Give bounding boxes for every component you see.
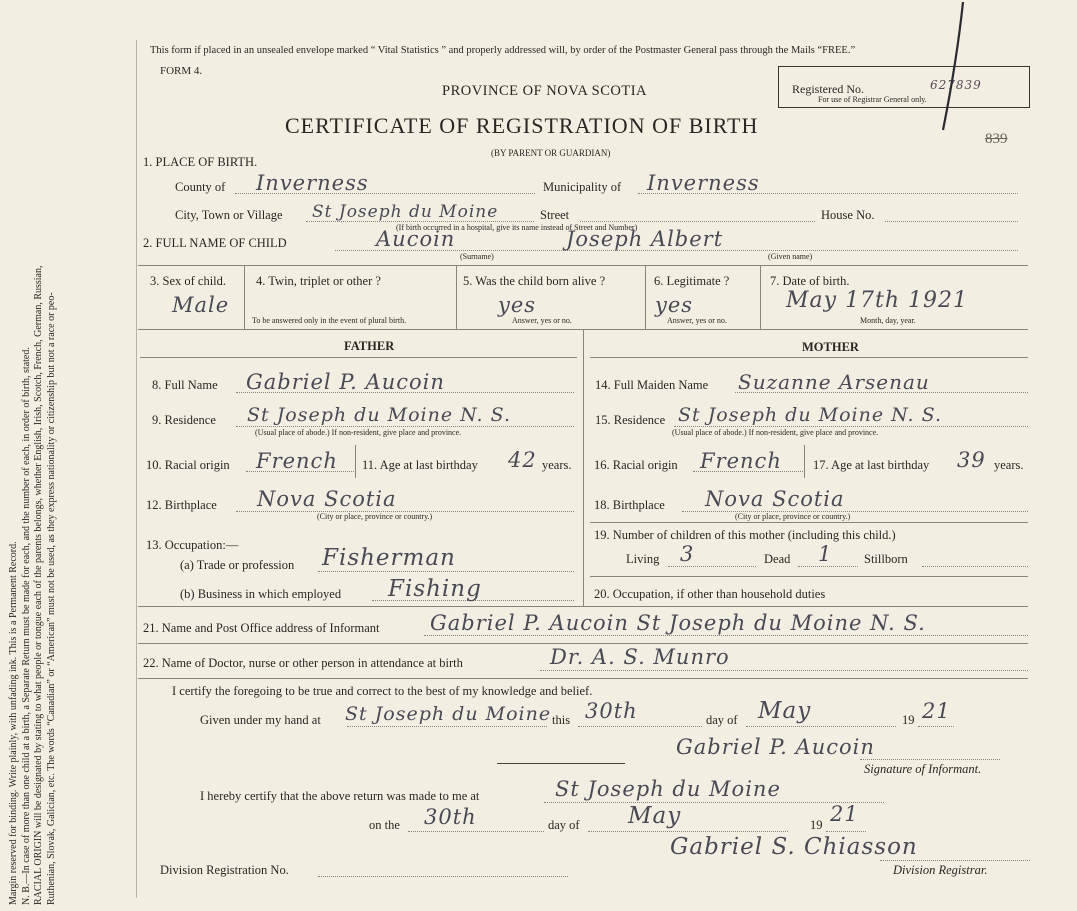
province-heading: PROVINCE OF NOVA SCOTIA (442, 83, 647, 99)
f8-label: 8. Full Name (152, 378, 218, 392)
margin-instructions (8, 35, 58, 905)
col-rule (244, 265, 245, 329)
registrar-signature: Gabriel S. Chiasson (670, 834, 918, 860)
col-rule (760, 265, 761, 329)
row-rule (590, 576, 1028, 577)
page-title: CERTIFICATE OF REGISTRATION OF BIRTH (285, 113, 759, 138)
given-year-line (918, 726, 954, 727)
father-abode-note: (Usual place of abode.) If non-resident, give place and province. (255, 428, 462, 437)
f18-label: 18. Birthplace (594, 498, 665, 512)
informant-signature-line (860, 759, 1000, 760)
business-value: Fishing (388, 576, 482, 602)
form-number: FORM 4. (160, 65, 203, 77)
registrar-signature-line (880, 860, 1030, 861)
f16-label: 16. Racial origin (594, 458, 678, 472)
city-value: St Joseph du Moine (312, 202, 499, 222)
given-month-value: May (758, 698, 812, 724)
given-year-value: 21 (922, 699, 951, 723)
f1-label: 1. PLACE OF BIRTH. (143, 155, 258, 169)
mother-city-note: (City or place, province or country.) (735, 512, 851, 521)
f17-label: 17. Age at last birthday (813, 458, 930, 472)
made-year-prefix: 19 (810, 818, 823, 832)
separator-rule (497, 763, 625, 764)
division-registration-line (318, 876, 568, 877)
doctor-value: Dr. A. S. Munro (550, 645, 730, 669)
f3-label: 3. Sex of child. (150, 274, 227, 288)
this-label: this (552, 713, 571, 727)
mother-residence-value: St Joseph du Moine N. S. (678, 404, 942, 426)
row-rule (138, 678, 1028, 679)
day-of-label: day of (706, 713, 738, 727)
living-value: 3 (680, 542, 695, 566)
trade-label: (a) Trade or profession (180, 558, 295, 572)
f12-label: 12. Birthplace (146, 498, 217, 512)
row-rule (590, 522, 1028, 523)
father-residence-line (236, 426, 574, 427)
father-years-label: years. (542, 458, 572, 472)
dead-line (798, 566, 858, 567)
made-year-value: 21 (830, 802, 859, 826)
surname-caption: (Surname) (460, 252, 494, 261)
legitimate-value: yes (655, 293, 694, 317)
street-label: Street (540, 208, 570, 222)
given-place-line (347, 726, 547, 727)
mother-birthplace-value: Nova Scotia (705, 487, 845, 511)
signature-informant-label: Signature of Informant. (864, 762, 982, 776)
business-label: (b) Business in which employed (180, 587, 342, 601)
made-month-value: May (628, 803, 682, 829)
row-rule (138, 643, 1028, 644)
county-label: County of (175, 180, 226, 194)
given-name-caption: (Given name) (768, 252, 813, 261)
trade-line (318, 571, 574, 572)
margin-line: N. B.—In case of more than one child at a birth, a Separate Return must be made for each, and the number of each, in order of birth, stated. (20, 347, 32, 905)
father-residence-value: St Joseph du Moine N. S. (247, 404, 511, 426)
col-rule (645, 265, 646, 329)
f5-note: Answer, yes or no. (512, 316, 572, 325)
given-month-line (746, 726, 896, 727)
col-rule (804, 445, 805, 478)
on-the-label: on the (369, 818, 400, 832)
f9-label: 9. Residence (152, 413, 216, 427)
mother-heading: MOTHER (802, 340, 859, 354)
f11-label: 11. Age at last birthday (362, 458, 478, 472)
living-label: Living (626, 552, 660, 566)
municipality-value: Inverness (647, 171, 760, 195)
page-subtitle: (BY PARENT OR GUARDIAN) (491, 148, 611, 158)
col-rule (355, 445, 356, 478)
father-birthplace-value: Nova Scotia (257, 487, 397, 511)
registered-number: 627839 (930, 78, 982, 92)
f5-label: 5. Was the child born alive ? (463, 274, 606, 288)
trade-value: Fisherman (322, 545, 456, 571)
row-rule (138, 265, 1028, 266)
margin-line: Margin reserved for binding. Write plainly, with unfading ink. This is a Permanent Record. (8, 541, 19, 905)
made-day-value: 30th (424, 805, 477, 829)
division-registration-label: Division Registration No. (160, 863, 289, 877)
made-month-line (588, 831, 788, 832)
given-name-value: Joseph Albert (566, 227, 724, 251)
f21-label: 21. Name and Post Office address of Informant (143, 621, 380, 635)
registered-label: Registered No. (792, 82, 864, 96)
doctor-line (540, 670, 1028, 671)
registrar-use-note: For use of Registrar General only. (818, 95, 927, 104)
given-day-value: 30th (585, 699, 638, 723)
stillborn-line (922, 566, 1028, 567)
year-prefix: 19 (902, 713, 915, 727)
f20-label: 20. Occupation, if other than household duties (594, 587, 826, 601)
given-day-line (578, 726, 702, 727)
f22-label: 22. Name of Doctor, nurse or other person in attendance at birth (143, 656, 463, 670)
date-of-birth-value: May 17th 1921 (786, 288, 969, 313)
made-year-line (826, 831, 866, 832)
mother-race-value: French (700, 449, 782, 473)
binding-margin-line (136, 40, 137, 898)
struck-number: 839 (985, 131, 1008, 147)
living-line (668, 566, 756, 567)
surname-value: Aucoin (376, 227, 456, 251)
father-name-value: Gabriel P. Aucoin (246, 370, 445, 394)
dead-value: 1 (818, 542, 833, 566)
born-alive-value: yes (498, 293, 537, 317)
made-day-of-label: day of (548, 818, 580, 832)
col-rule (456, 265, 457, 329)
father-race-value: French (256, 449, 338, 473)
row-rule (138, 606, 1028, 607)
given-place-value: St Joseph du Moine (345, 703, 552, 725)
made-place-value: St Joseph du Moine (555, 777, 781, 801)
hospital-note: (If birth occurred in a hospital, give its name instead of Street and Number) (396, 223, 638, 232)
certify-statement: I certify the foregoing to be true and correct to the best of my knowledge and belief. (172, 684, 593, 698)
mother-name-value: Suzanne Arsenau (738, 370, 930, 394)
made-day-line (408, 831, 544, 832)
f4-label: 4. Twin, triplet or other ? (256, 274, 381, 288)
parents-divider (583, 330, 584, 606)
father-age-value: 42 (508, 448, 537, 472)
stillborn-label: Stillborn (864, 552, 908, 566)
municipality-label: Municipality of (543, 180, 622, 194)
hereby-certify-label: I hereby certify that the above return was made to me at (200, 789, 480, 803)
mother-heading-rule (590, 357, 1028, 358)
mother-abode-note: (Usual place of abode.) If non-resident, give place and province. (672, 428, 879, 437)
informant-line (424, 635, 1028, 636)
mother-years-label: years. (994, 458, 1024, 472)
father-city-note: (City or place, province or country.) (317, 512, 433, 521)
city-label: City, Town or Village (175, 208, 283, 222)
street-line (580, 221, 815, 222)
margin-line: RACIAL ORIGIN will be designated by stating to what people or tongue each of the parents belongs, whether English, Irish, Scotch, French, German, Russian, (33, 265, 45, 905)
county-value: Inverness (256, 171, 369, 195)
f10-label: 10. Racial origin (146, 458, 230, 472)
father-heading: FATHER (344, 339, 395, 353)
f4-note: To be answered only in the event of plural birth. (252, 316, 407, 325)
father-heading-rule (140, 357, 577, 358)
dead-label: Dead (764, 552, 791, 566)
f7-label: 7. Date of birth. (770, 274, 850, 288)
pen-stroke-mark (915, 0, 975, 150)
f6-label: 6. Legitimate ? (654, 274, 730, 288)
f6-note: Answer, yes or no. (667, 316, 727, 325)
informant-value: Gabriel P. Aucoin St Joseph du Moine N. S. (430, 611, 926, 635)
f14-label: 14. Full Maiden Name (595, 378, 709, 392)
f19-label: 19. Number of children of this mother (including this child.) (594, 528, 896, 542)
mother-age-value: 39 (957, 448, 986, 472)
division-registrar-label: Division Registrar. (893, 863, 988, 877)
margin-line: Ruthenian, Slovak, Galician, etc. The words “Canadian” or “American” must not be used, as they express nationality or citizenship but not a race or peo- (45, 292, 57, 905)
mother-residence-line (674, 426, 1028, 427)
given-under-label: Given under my hand at (200, 713, 321, 727)
house-label: House No. (821, 208, 875, 222)
f2-label: 2. FULL NAME OF CHILD (143, 236, 287, 250)
informant-signature: Gabriel P. Aucoin (676, 735, 875, 759)
f15-label: 15. Residence (595, 413, 666, 427)
mail-notice: This form if placed in an unsealed envelope marked “ Vital Statistics ” and properly addressed will, by order of the Postmaster General pass through the Mails “FREE.” (150, 45, 856, 56)
mother-birthplace-line (682, 511, 1028, 512)
f7-note: Month, day, year. (860, 316, 916, 325)
f13-label: 13. Occupation:— (146, 538, 239, 552)
house-line (885, 221, 1018, 222)
sex-value: Male (172, 293, 230, 317)
